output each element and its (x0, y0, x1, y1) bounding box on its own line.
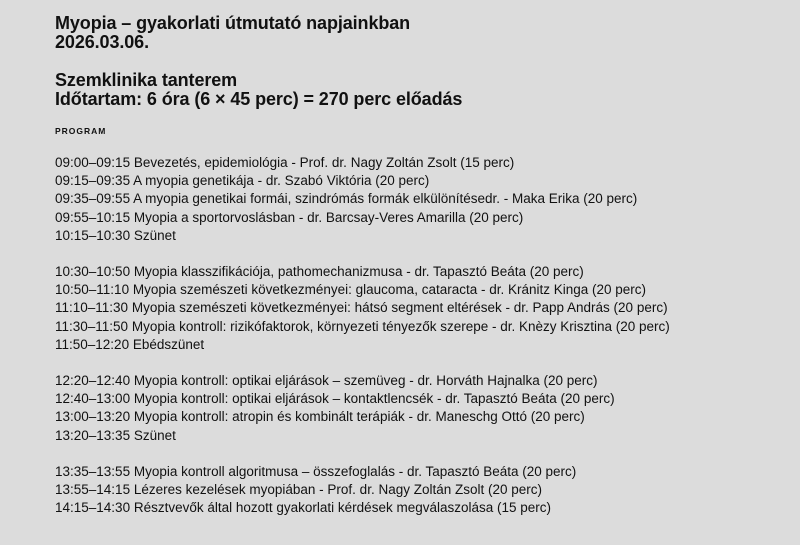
program-label: PROGRAM (55, 126, 107, 136)
header (55, 14, 790, 109)
event-date: 2026.03.06. (55, 32, 149, 52)
program-item: 11:10–11:30 Myopia szemészeti következményei: hátsó segment eltérések - dr. Papp András (20 perc) (55, 300, 668, 316)
program-list (55, 154, 790, 517)
program-item: 14:15–14:30 Résztvevők által hozott gyakorlati kérdések megválaszolása (15 perc) (55, 500, 552, 516)
program-item: 09:15–09:35 A myopia genetikája - dr. Szabó Viktória (20 perc) (55, 173, 430, 189)
program-item: 09:55–10:15 Myopia a sportorvoslásban - dr. Barcsay-Veres Amarilla (20 perc) (55, 209, 524, 225)
venue: Szemklinika tanterem (55, 70, 238, 90)
program-item: 13:35–13:55 Myopia kontroll algoritmusa – összefoglalás - dr. Tapasztó Beáta (20 perc) (55, 463, 577, 479)
page-title: Myopia – gyakorlati útmutató napjainkban (55, 13, 411, 33)
program-block-2 (55, 263, 790, 354)
program-block-3 (55, 372, 790, 445)
program-item: 09:00–09:15 Bevezetés, epidemiológia - Prof. dr. Nagy Zoltán Zsolt (15 perc) (55, 155, 515, 170)
program-item: 11:30–11:50 Myopia kontroll: rizikófaktorok, környezeti tényezők szerepe - dr. Knèzy Krisztina (20 perc) (55, 318, 670, 334)
program-item: 12:40–13:00 Myopia kontroll: optikai eljárások – kontaktlencsék - dr. Tapasztó Beáta (20 perc) (55, 391, 615, 407)
program-item: 12:20–12:40 Myopia kontroll: optikai eljárások – szemüveg - dr. Horváth Hajnalka (20 perc) (55, 373, 598, 389)
program-item: 10:30–10:50 Myopia klasszifikációja, pathomechanizmusa - dr. Tapasztó Beáta (20 perc) (55, 264, 584, 280)
program-item: 13:55–14:15 Lézeres kezelések myopiában - Prof. dr. Nagy Zoltán Zsolt (20 perc) (55, 482, 543, 498)
program-item: 10:50–11:10 Myopia szemészeti következményei: glaucoma, cataracta - dr. Kránitz Kinga (20 perc) (55, 282, 647, 298)
program-item: 09:35–09:55 A myopia genetikai formái, szindrómás formák elkülönítésedr. - Maka Erika (20 perc) (55, 191, 638, 207)
program-item: 10:15–10:30 Szünet (55, 227, 176, 243)
program-item: 13:00–13:20 Myopia kontroll: atropin és kombinált terápiák - dr. Maneschg Ottó (20 perc) (55, 409, 585, 425)
program-block-4 (55, 463, 790, 518)
program-block-1 (55, 154, 790, 245)
program-item: 11:50–12:20 Ebédszünet (55, 336, 205, 352)
program-item: 13:20–13:35 Szünet (55, 427, 176, 443)
document (55, 14, 790, 535)
duration: Időtartam: 6 óra (6 × 45 perc) = 270 perc előadás (55, 89, 463, 109)
